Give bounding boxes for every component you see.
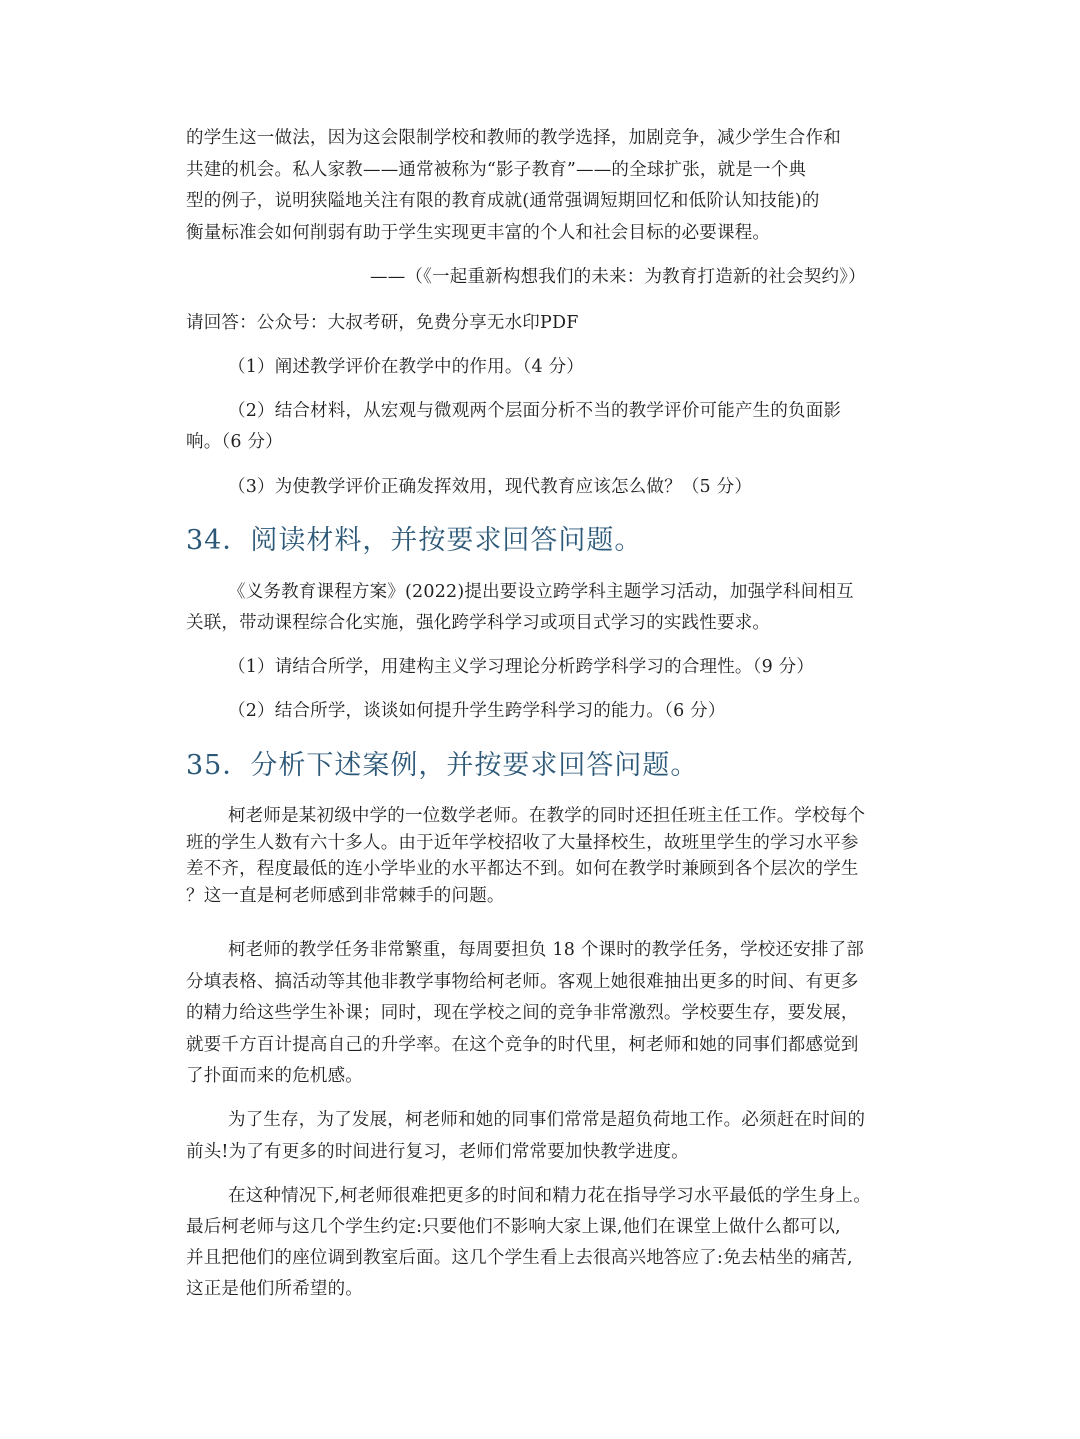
case-text: 分填表格、搞活动等其他非教学事物给柯老师。客观上她很难抽出更多的时间、有更多 (186, 972, 859, 992)
case-text: 柯老师的教学任务非常繁重，每周要担负 18 个课时的教学任务，学校还安排了部 (228, 940, 864, 960)
question-heading: 34．阅读材料，并按要求回答问题。 (186, 525, 643, 556)
case-text: 在这种情况下,柯老师很难把更多的时间和精力花在指导学习水平最低的学生身上。 (228, 1186, 871, 1206)
case-text: 了扑面而来的危机感。 (186, 1066, 363, 1086)
body-text-line: 的学生这一做法，因为这会限制学校和教师的教学选择，加剧竞争，减少学生合作和 (186, 128, 841, 148)
case-text: 差不齐，程度最低的连小学毕业的水平都达不到。如何在教学时兼顾到各个层次的学生 (186, 859, 859, 879)
case-text: 的精力给这些学生补课；同时，现在学校之间的竞争非常激烈。学校要生存，要发展， (186, 1003, 859, 1023)
body-text-line: 衡量标准会如何削弱有助于学生实现更丰富的个人和社会目标的必要课程。 (186, 223, 771, 243)
body-text-line: 型的例子，说明狭隘地关注有限的教育成就(通常强调短期回忆和低阶认知技能)的 (186, 191, 820, 211)
case-text: ？这一直是柯老师感到非常棘手的问题。 (186, 886, 505, 906)
sub-question: （1）阐述教学评价在教学中的作用。（4 分） (228, 357, 584, 377)
case-text: 这正是他们所希望的。 (186, 1279, 363, 1299)
sub-question: （1）请结合所学，用建构主义学习理论分析跨学科学习的合理性。（9 分） (228, 657, 815, 677)
answer-prompt: 请回答：公众号：大叔考研，免费分享无水印PDF (186, 313, 579, 333)
citation: ——（《一起重新构想我们的未来：为教育打造新的社会契约》） (370, 267, 866, 287)
body-text-line: 共建的机会。私人家教——通常被称为“影子教育”——的全球扩张，就是一个典 (186, 160, 807, 180)
case-text: 班的学生人数有六十多人。由于近年学校招收了大量择校生，故班里学生的学习水平参 (186, 833, 859, 853)
sub-question: （2）结合材料，从宏观与微观两个层面分析不当的教学评价可能产生的负面影 (228, 401, 842, 421)
material-text: 《义务教育课程方案》(2022)提出要设立跨学科主题学习活动，加强学科间相互 (228, 582, 854, 602)
case-text: 并且把他们的座位调到教室后面。这几个学生看上去很高兴地答应了:免去枯坐的痛苦, (186, 1248, 853, 1268)
material-text: 关联，带动课程综合化实施，强化跨学科学习或项目式学习的实践性要求。 (186, 613, 771, 633)
case-text: 最后柯老师与这几个学生约定:只要他们不影响大家上课,他们在课堂上做什么都可以, (186, 1217, 841, 1237)
sub-question: （3）为使教学评价正确发挥效用，现代教育应该怎么做？（5 分） (228, 477, 753, 497)
case-text: 就要千方百计提高自己的升学率。在这个竞争的时代里，柯老师和她的同事们都感觉到 (186, 1035, 859, 1055)
case-text: 为了生存，为了发展，柯老师和她的同事们常常是超负荷地工作。必须赶在时间的 (228, 1110, 866, 1130)
sub-question: 响。（6 分） (186, 432, 283, 452)
sub-question: （2）结合所学，谈谈如何提升学生跨学科学习的能力。（6 分） (228, 701, 726, 721)
case-text: 柯老师是某初级中学的一位数学老师。在教学的同时还担任班主任工作。学校每个 (228, 806, 866, 826)
case-text: 前头!为了有更多的时间进行复习，老师们常常要加快教学进度。 (186, 1142, 689, 1162)
question-heading: 35．分析下述案例，并按要求回答问题。 (186, 750, 699, 781)
